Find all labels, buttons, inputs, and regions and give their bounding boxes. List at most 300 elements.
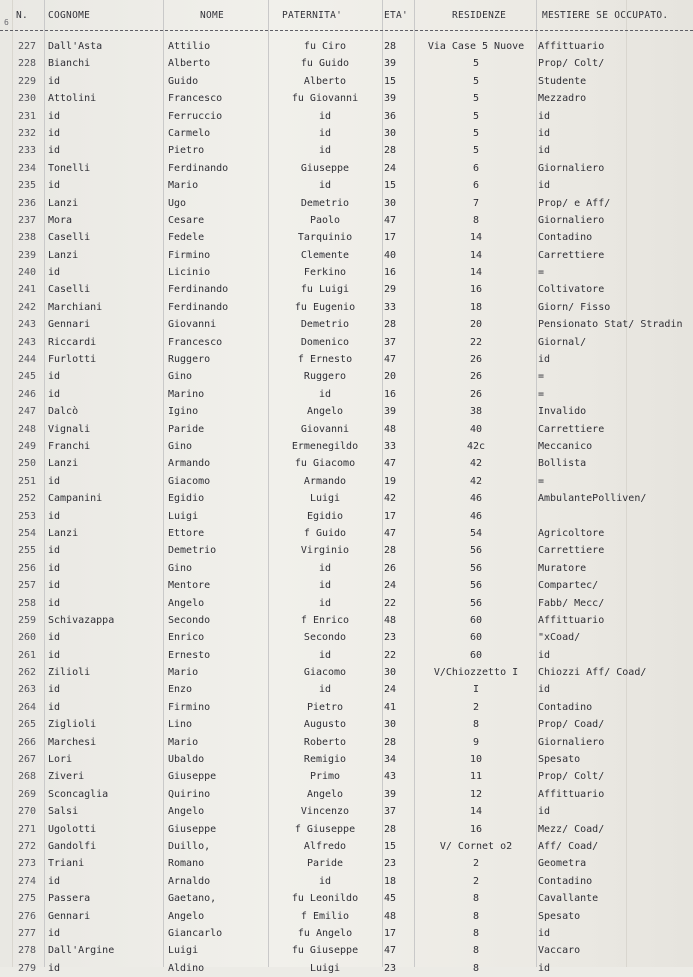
entry-paternita: id: [318, 580, 332, 592]
entry-number: 247: [18, 406, 37, 418]
entry-number: 232: [18, 127, 37, 139]
table-row: [0, 368, 693, 385]
table-row: [0, 890, 693, 907]
entry-mestiere: Prop/ Colt/: [538, 58, 605, 70]
entry-nome: Armando: [168, 458, 211, 470]
table-row: [0, 73, 693, 90]
entry-cognome: Gennari: [48, 910, 91, 922]
entry-eta: 48: [384, 614, 397, 626]
entry-nome: Ferdinando: [168, 162, 229, 174]
entry-number: 274: [18, 875, 37, 887]
entry-nome: Gino: [168, 562, 193, 574]
entry-nome: Mario: [168, 180, 199, 192]
entry-residenza: V/Chiozzetto I: [433, 667, 519, 679]
entry-mestiere: Contadino: [538, 701, 593, 713]
entry-mestiere: id: [538, 684, 551, 696]
entry-cognome: id: [48, 962, 61, 974]
entry-number: 261: [18, 649, 37, 661]
table-row: [0, 803, 693, 820]
entry-eta: 41: [384, 701, 397, 713]
entry-mestiere: Prop/ Colt/: [538, 771, 605, 783]
table-row: [0, 838, 693, 855]
entry-cognome: Caselli: [48, 284, 91, 296]
entry-cognome: id: [48, 388, 61, 400]
entry-paternita: Angelo: [306, 406, 344, 418]
table-row: [0, 577, 693, 594]
entry-nome: Romano: [168, 858, 205, 870]
entry-cognome: id: [48, 580, 61, 592]
entry-paternita: id: [318, 180, 332, 192]
entry-eta: 28: [384, 545, 397, 557]
entry-eta: 29: [384, 284, 397, 296]
entry-number: 269: [18, 788, 37, 800]
entry-cognome: Lanzi: [48, 458, 79, 470]
entry-nome: Ernesto: [168, 649, 211, 661]
table-row: [0, 195, 693, 212]
entry-eta: 30: [384, 667, 397, 679]
entry-nome: Arnaldo: [168, 875, 211, 887]
entry-paternita: Giacomo: [303, 667, 347, 679]
entry-number: 266: [18, 736, 37, 748]
entry-paternita: f Enrico: [300, 614, 350, 626]
entry-mestiere: Prop/ e Aff/: [538, 197, 611, 209]
entry-paternita: f Emilio: [300, 910, 350, 922]
entry-residenza: 5: [472, 127, 480, 139]
entry-paternita: Giuseppe: [300, 162, 350, 174]
entry-nome: Egidio: [168, 493, 205, 505]
entry-paternita: Augusto: [303, 719, 347, 731]
entry-eta: 22: [384, 649, 397, 661]
entry-eta: 28: [384, 823, 397, 835]
entry-nome: Pietro: [168, 145, 205, 157]
entry-nome: Luigi: [168, 510, 199, 522]
entry-eta: 43: [384, 771, 397, 783]
entry-number: 228: [18, 58, 37, 70]
entry-cognome: id: [48, 75, 61, 87]
entry-residenza: 9: [472, 736, 480, 748]
entry-residenza: 8: [472, 910, 480, 922]
entry-paternita: Armando: [303, 475, 347, 487]
entry-nome: Licinio: [168, 267, 211, 279]
entry-number: 227: [18, 41, 37, 52]
entry-cognome: Tonelli: [48, 162, 91, 174]
entry-mestiere: Compartec/: [538, 580, 599, 592]
entry-mestiere: id: [538, 110, 551, 122]
table-row: [0, 629, 693, 646]
entry-nome: Gino: [168, 440, 193, 452]
entry-paternita: Ruggero: [303, 371, 347, 383]
entry-mestiere: Mezz/ Coad/: [538, 823, 605, 835]
table-row: [0, 55, 693, 72]
entry-eta: 39: [384, 406, 397, 418]
entry-mestiere: Giornaliero: [538, 736, 605, 748]
entry-number: 233: [18, 145, 37, 157]
entry-nome: Francesco: [168, 93, 223, 105]
table-row: [0, 542, 693, 559]
entry-number: 255: [18, 545, 37, 557]
entry-mestiere: Cavallante: [538, 893, 599, 905]
entry-eta: 18: [384, 875, 397, 887]
entry-residenza: 26: [469, 388, 483, 400]
entry-eta: 45: [384, 893, 397, 905]
entry-nome: Firmino: [168, 249, 211, 261]
table-row: [0, 925, 693, 942]
entry-cognome: Furlotti: [48, 354, 97, 366]
entry-number: 236: [18, 197, 37, 209]
entry-paternita: fu Ciro: [303, 41, 347, 52]
entry-nome: Giacomo: [168, 475, 211, 487]
table-row: [0, 177, 693, 194]
entry-eta: 39: [384, 58, 397, 70]
entry-mestiere: =: [538, 388, 545, 400]
entry-residenza: 14: [469, 806, 483, 818]
entry-paternita: Clemente: [300, 249, 350, 261]
entry-nome: Duillo,: [168, 840, 211, 852]
entry-paternita: Demetrio: [300, 319, 350, 331]
entry-cognome: Triani: [48, 858, 85, 870]
entry-paternita: f Ernesto: [297, 354, 353, 366]
entry-paternita: fu Luigi: [300, 284, 350, 296]
entry-residenza: I: [472, 684, 480, 696]
entry-cognome: Schivazappa: [48, 614, 115, 626]
entry-eta: 34: [384, 754, 397, 766]
entry-mestiere: Mezzadro: [538, 93, 587, 105]
entry-cognome: id: [48, 684, 61, 696]
table-row: [0, 473, 693, 490]
entry-number: 267: [18, 754, 37, 766]
table-row: [0, 212, 693, 229]
entry-residenza: 56: [469, 580, 483, 592]
entry-cognome: Ziglioli: [48, 719, 97, 731]
entry-paternita: Egidio: [306, 510, 344, 522]
entry-eta: 16: [384, 267, 397, 279]
entry-mestiere: Meccanico: [538, 440, 593, 452]
entry-cognome: Dall'Argine: [48, 945, 115, 957]
entry-number: 250: [18, 458, 37, 470]
table-row: [0, 334, 693, 351]
entry-nome: Giuseppe: [168, 771, 217, 783]
entry-mestiere: =: [538, 267, 545, 279]
entry-nome: Mario: [168, 667, 199, 679]
entry-eta: 28: [384, 145, 397, 157]
entry-nome: Aldino: [168, 962, 205, 974]
entry-residenza: 20: [469, 319, 483, 331]
entry-cognome: Franchi: [48, 440, 91, 452]
entry-nome: Cesare: [168, 214, 205, 226]
entry-residenza: 12: [469, 788, 483, 800]
entry-mestiere: id: [538, 180, 551, 192]
entry-mestiere: Prop/ Coad/: [538, 719, 605, 731]
table-row: [0, 351, 693, 368]
entry-mestiere: =: [538, 475, 545, 487]
entry-eta: 20: [384, 371, 397, 383]
entry-nome: Secondo: [168, 614, 211, 626]
entry-cognome: Dall'Asta: [48, 41, 103, 52]
header-residenze: RESIDENZE: [452, 10, 507, 21]
entry-nome: Angelo: [168, 597, 205, 609]
entry-eta: 24: [384, 162, 397, 174]
entry-nome: Alberto: [168, 58, 211, 70]
entry-cognome: id: [48, 510, 61, 522]
entry-nome: Enrico: [168, 632, 205, 644]
entry-paternita: Remigio: [303, 754, 347, 766]
entry-eta: 15: [384, 840, 397, 852]
table-row: [0, 438, 693, 455]
entry-cognome: Ziveri: [48, 771, 85, 783]
entry-paternita: fu Giacomo: [294, 458, 356, 470]
entry-paternita: Vincenzo: [300, 806, 350, 818]
table-row: [0, 508, 693, 525]
entry-paternita: id: [318, 388, 332, 400]
table-row: [0, 421, 693, 438]
entry-nome: Ferdinando: [168, 301, 229, 313]
entry-number: 248: [18, 423, 37, 435]
entry-cognome: Marchesi: [48, 736, 97, 748]
entry-residenza: 8: [472, 719, 480, 731]
entry-cognome: Salsi: [48, 806, 79, 818]
entry-residenza: 46: [469, 493, 483, 505]
table-row: [0, 90, 693, 107]
entry-residenza: 56: [469, 597, 483, 609]
header-mestiere: MESTIERE SE OCCUPATO.: [542, 10, 669, 21]
entry-eta: 37: [384, 806, 397, 818]
entry-mestiere: Invalido: [538, 406, 587, 418]
header-eta: ETA': [384, 10, 409, 21]
entry-nome: Attilio: [168, 41, 211, 52]
entry-mestiere: Giornaliero: [538, 162, 605, 174]
entry-cognome: id: [48, 632, 61, 644]
entry-mestiere: Carrettiere: [538, 545, 605, 557]
table-row: [0, 560, 693, 577]
entry-mestiere: Vaccaro: [538, 945, 581, 957]
entry-nome: Lino: [168, 719, 193, 731]
entry-eta: 22: [384, 597, 397, 609]
entry-mestiere: Chiozzi Aff/ Coad/: [538, 667, 647, 679]
table-row: [0, 681, 693, 698]
entry-eta: 16: [384, 388, 397, 400]
entry-number: 243: [18, 336, 37, 348]
entry-number: 271: [18, 823, 37, 835]
entry-residenza: 8: [472, 893, 480, 905]
entry-nome: Francesco: [168, 336, 223, 348]
entry-eta: 17: [384, 232, 397, 244]
entry-paternita: Paolo: [309, 214, 341, 226]
table-row: [0, 142, 693, 159]
entry-residenza: 10: [469, 754, 483, 766]
entry-cognome: Passera: [48, 893, 91, 905]
entry-nome: Ferruccio: [168, 110, 223, 122]
entry-eta: 47: [384, 945, 397, 957]
table-row: [0, 960, 693, 977]
entry-residenza: 60: [469, 649, 483, 661]
entry-nome: Marino: [168, 388, 205, 400]
entry-mestiere: Agricoltore: [538, 527, 605, 539]
entry-eta: 48: [384, 910, 397, 922]
table-row: [0, 699, 693, 716]
entry-nome: Carmelo: [168, 127, 211, 139]
entry-residenza: 5: [472, 145, 480, 157]
entry-nome: Fedele: [168, 232, 205, 244]
entry-eta: 47: [384, 354, 397, 366]
entry-residenza: 22: [469, 336, 483, 348]
entry-residenza: 46: [469, 510, 483, 522]
entry-residenza: 14: [469, 267, 483, 279]
entry-eta: 26: [384, 562, 397, 574]
entry-paternita: Pietro: [306, 701, 344, 713]
entry-cognome: id: [48, 545, 61, 557]
entry-cognome: id: [48, 180, 61, 192]
entry-mestiere: Fabb/ Mecc/: [538, 597, 605, 609]
entry-mestiere: Pensionato Stat/ Stradin: [538, 319, 683, 331]
table-row: [0, 786, 693, 803]
entry-cognome: Lanzi: [48, 197, 79, 209]
entry-mestiere: Giornal/: [538, 336, 587, 348]
entry-cognome: Mora: [48, 214, 73, 226]
entry-number: 237: [18, 214, 37, 226]
entry-paternita: fu Leonildo: [291, 893, 359, 905]
table-row: [0, 38, 693, 55]
entry-paternita: id: [318, 597, 332, 609]
header-cognome: COGNOME: [48, 10, 91, 21]
entry-eta: 24: [384, 580, 397, 592]
entry-nome: Igino: [168, 406, 199, 418]
entry-paternita: fu Guido: [300, 58, 350, 70]
entry-number: 235: [18, 180, 37, 192]
entry-residenza: 42: [469, 458, 483, 470]
entry-number: 277: [18, 927, 37, 939]
entry-eta: 33: [384, 440, 397, 452]
entry-number: 257: [18, 580, 37, 592]
entry-residenza: 7: [472, 197, 480, 209]
entry-number: 231: [18, 110, 37, 122]
entry-nome: Quirino: [168, 788, 211, 800]
table-row: [0, 734, 693, 751]
entry-cognome: Attolini: [48, 93, 97, 105]
margin-mark: 6: [4, 18, 10, 27]
entry-number: 273: [18, 858, 37, 870]
entry-paternita: id: [318, 684, 332, 696]
entry-mestiere: Affittuario: [538, 788, 605, 800]
entry-mestiere: Spesato: [538, 754, 581, 766]
entry-residenza: 56: [469, 545, 483, 557]
entry-cognome: id: [48, 927, 61, 939]
entry-residenza: 42c: [466, 440, 486, 452]
entry-eta: 23: [384, 632, 397, 644]
table-row: [0, 647, 693, 664]
entry-eta: 37: [384, 336, 397, 348]
header-paternita: PATERNITA': [282, 10, 343, 21]
entry-number: 258: [18, 597, 37, 609]
entry-residenza: 26: [469, 354, 483, 366]
entry-paternita: Alberto: [303, 75, 347, 87]
entry-paternita: Virginio: [300, 545, 350, 557]
entry-number: 249: [18, 440, 37, 452]
entry-nome: Ruggero: [168, 354, 211, 366]
entry-eta: 24: [384, 684, 397, 696]
table-row: [0, 316, 693, 333]
entry-residenza: 2: [472, 701, 480, 713]
entry-cognome: id: [48, 597, 61, 609]
entry-paternita: Primo: [309, 771, 341, 783]
entry-mestiere: "xCoad/: [538, 632, 581, 644]
entry-eta: 40: [384, 249, 397, 261]
entry-number: 268: [18, 771, 37, 783]
table-row: [0, 855, 693, 872]
entry-eta: 28: [384, 41, 397, 52]
entry-cognome: id: [48, 701, 61, 713]
table-row: [0, 821, 693, 838]
entry-number: 256: [18, 562, 37, 574]
entry-eta: 30: [384, 719, 397, 731]
entry-nome: Luigi: [168, 945, 199, 957]
entry-cognome: Zilioli: [48, 667, 91, 679]
entry-eta: 17: [384, 510, 397, 522]
entry-residenza: 8: [472, 927, 480, 939]
table-row: [0, 768, 693, 785]
table-row: [0, 229, 693, 246]
entry-mestiere: AmbulantePolliven/: [538, 493, 647, 505]
entry-mestiere: Carrettiere: [538, 423, 605, 435]
entry-number: 270: [18, 806, 37, 818]
entry-cognome: Ugolotti: [48, 823, 97, 835]
entry-eta: 17: [384, 927, 397, 939]
entry-eta: 19: [384, 475, 397, 487]
entry-eta: 28: [384, 736, 397, 748]
entry-residenza: 18: [469, 301, 483, 313]
entry-mestiere: id: [538, 145, 551, 157]
table-row: [0, 125, 693, 142]
header-nome: NOME: [200, 10, 225, 21]
table-row: [0, 942, 693, 959]
entry-nome: Demetrio: [168, 545, 217, 557]
table-row: [0, 490, 693, 507]
entry-paternita: Ferkino: [303, 267, 347, 279]
entry-residenza: 14: [469, 232, 483, 244]
entry-mestiere: Spesato: [538, 910, 581, 922]
entry-nome: Enzo: [168, 684, 193, 696]
entry-paternita: id: [318, 875, 332, 887]
entry-number: 253: [18, 510, 37, 522]
entry-cognome: Vignali: [48, 423, 91, 435]
table-row: [0, 160, 693, 177]
entry-number: 279: [18, 962, 37, 974]
entry-mestiere: id: [538, 927, 551, 939]
entry-residenza: 60: [469, 632, 483, 644]
table-row: [0, 751, 693, 768]
entry-number: 244: [18, 354, 37, 366]
entry-number: 245: [18, 371, 37, 383]
entry-paternita: id: [318, 562, 332, 574]
entry-cognome: Lanzi: [48, 249, 79, 261]
entry-cognome: Riccardi: [48, 336, 97, 348]
entry-eta: 15: [384, 75, 397, 87]
table-row: [0, 716, 693, 733]
entry-cognome: id: [48, 875, 61, 887]
entry-residenza: 38: [469, 406, 483, 418]
table-row: [0, 264, 693, 281]
entry-nome: Paride: [168, 423, 205, 435]
entry-mestiere: =: [538, 371, 545, 383]
entry-cognome: id: [48, 267, 61, 279]
entry-paternita: Luigi: [309, 962, 341, 974]
entry-nome: Angelo: [168, 910, 205, 922]
entry-eta: 36: [384, 110, 397, 122]
entry-residenza: 40: [469, 423, 483, 435]
register-rows: [0, 38, 693, 977]
entry-nome: Giancarlo: [168, 927, 223, 939]
entry-residenza: 42: [469, 475, 483, 487]
entry-nome: Mentore: [168, 580, 211, 592]
